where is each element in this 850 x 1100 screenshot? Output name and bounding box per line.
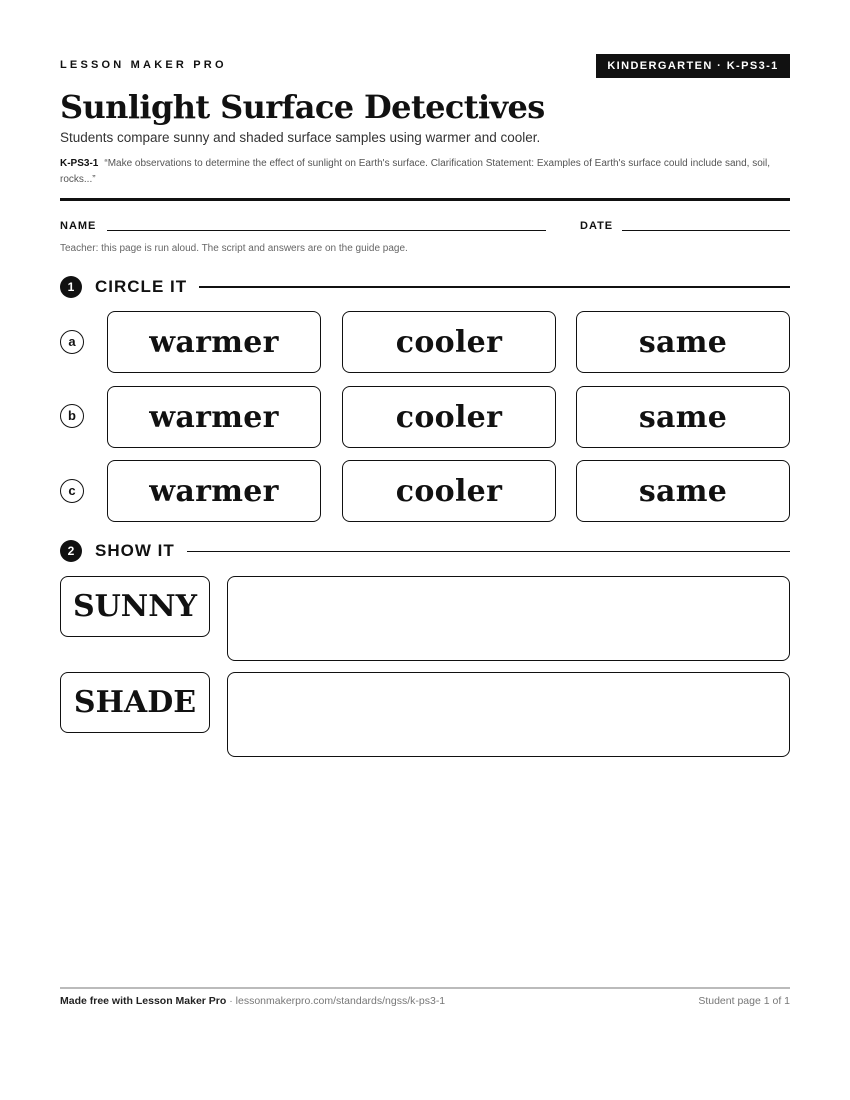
shade-label: SHADE <box>60 672 210 733</box>
section-title: CIRCLE IT <box>95 277 188 296</box>
choice-cooler-a[interactable]: cooler <box>342 311 556 373</box>
footer-made-with: Made free with Lesson Maker Pro <box>60 995 227 1007</box>
section-circle-it-header <box>60 276 790 298</box>
section-number-badge: 1 <box>60 276 82 298</box>
footer-divider <box>60 987 790 989</box>
section-show-it-header <box>60 540 790 562</box>
choice-warmer-c[interactable]: warmer <box>107 460 321 522</box>
brand-name: LESSON MAKER PRO <box>60 59 227 71</box>
sunny-label: SUNNY <box>60 576 210 637</box>
choice-same-a[interactable]: same <box>576 311 790 373</box>
standard-statement <box>60 156 790 188</box>
name-field[interactable] <box>107 230 546 231</box>
section-title: SHOW IT <box>95 541 175 560</box>
footer-page-number: Student page 1 of 1 <box>698 995 790 1007</box>
choice-cooler-c[interactable]: cooler <box>342 460 556 522</box>
shade-drawing-box[interactable] <box>227 672 790 757</box>
standard-code: K-PS3-1 <box>60 158 99 169</box>
worksheet-page <box>60 0 790 1100</box>
footer-credit <box>60 995 445 1007</box>
choice-warmer-a[interactable]: warmer <box>107 311 321 373</box>
date-field[interactable] <box>622 230 790 231</box>
header-divider <box>60 198 790 201</box>
grade-standard-badge: KINDERGARTEN · K-PS3-1 <box>596 54 790 78</box>
row-letter-b: b <box>60 404 84 428</box>
name-label: NAME <box>60 220 97 232</box>
standard-text: “Make observations to determine the effect of sunlight on Earth's surface. Clarification Statement: Examples of Earth's surface could include sand, soil, rocks...” <box>60 158 770 185</box>
choice-same-b[interactable]: same <box>576 386 790 448</box>
sunny-drawing-box[interactable] <box>227 576 790 661</box>
row-letter-a: a <box>60 330 84 354</box>
section-rule <box>187 551 790 552</box>
row-letter-c: c <box>60 479 84 503</box>
choice-warmer-b[interactable]: warmer <box>107 386 321 448</box>
worksheet-subtitle: Students compare sunny and shaded surface samples using warmer and cooler. <box>60 130 541 145</box>
choice-cooler-b[interactable]: cooler <box>342 386 556 448</box>
worksheet-title: Sunlight Surface Detectives <box>60 88 545 126</box>
choice-same-c[interactable]: same <box>576 460 790 522</box>
section-rule <box>199 286 790 288</box>
section-number-badge: 2 <box>60 540 82 562</box>
teacher-note: Teacher: this page is run aloud. The script and answers are on the guide page. <box>60 243 408 254</box>
footer-url[interactable]: · lessonmakerpro.com/standards/ngss/k-ps3-1 <box>226 995 446 1007</box>
date-label: DATE <box>580 220 614 232</box>
